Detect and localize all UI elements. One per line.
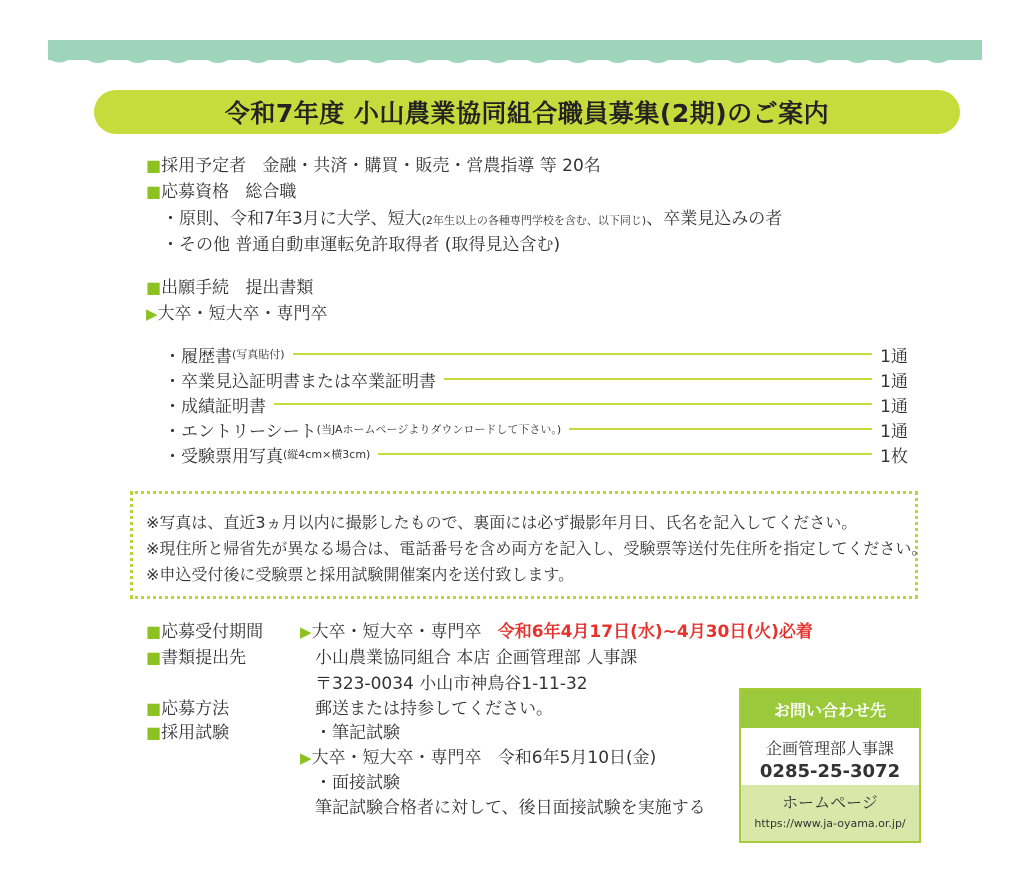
exam-written: ・筆記試験 xyxy=(315,723,400,743)
method-label: 応募方法 xyxy=(161,699,230,719)
deadline-dates: 令和6年4月17日(水)~4月30日(火)必着 xyxy=(497,622,813,642)
period-category: 大卒・短大卒・専門卒 xyxy=(311,622,482,642)
document-row xyxy=(164,443,908,465)
application-value: 提出書類 xyxy=(245,278,314,298)
qualification-value: 総合職 xyxy=(245,182,297,202)
green-square-icon: ■ xyxy=(146,699,162,718)
green-square-icon: ■ xyxy=(146,648,162,667)
document-quantity: 1通 xyxy=(880,396,908,417)
homepage-label: ホームページ xyxy=(782,793,878,812)
document-quantity: 1通 xyxy=(880,346,908,367)
qualification-small-note: (2年生以上の各種専門学校を含む、以下同じ) xyxy=(421,214,647,227)
document-quantity: 1通 xyxy=(880,421,908,442)
period-value-row xyxy=(300,621,813,643)
document-note: (縦4cm×横3cm) xyxy=(283,448,371,461)
note-line: ※写真は、直近3ヵ月以内に撮影したもので、裏面には必ず撮影年月日、氏名を記入してください。 xyxy=(146,513,858,532)
document-name: ・履歴書 xyxy=(164,346,232,367)
green-triangle-icon: ▶ xyxy=(146,305,158,323)
qualification-label: 応募資格 xyxy=(161,182,230,202)
document-row xyxy=(164,343,908,365)
green-square-icon: ■ xyxy=(146,156,162,175)
page-title: 令和7年度 小山農業協同組合職員募集(2期)のご案内 xyxy=(94,90,960,134)
document-name: ・受験票用写真 xyxy=(164,446,283,467)
exam-written-row xyxy=(300,747,656,769)
qualification-row xyxy=(146,181,296,203)
application-row xyxy=(146,277,313,299)
exam-interview: ・面接試験 xyxy=(315,773,400,793)
recruitment-row xyxy=(146,155,601,177)
leader-line xyxy=(569,428,872,430)
application-category: 大卒・短大卒・専門卒 xyxy=(157,304,328,324)
leader-line xyxy=(444,378,872,380)
qualification-text-b: 、卒業見込みの者 xyxy=(646,209,783,229)
period-label: 応募受付期間 xyxy=(161,622,264,642)
submission-org: 小山農業協同組合 本店 企画管理部 人事課 xyxy=(315,648,638,668)
document-row xyxy=(164,393,908,415)
document-quantity: 1枚 xyxy=(880,446,908,467)
period-label-row xyxy=(146,621,263,643)
contact-box xyxy=(739,688,921,843)
submission-label-row xyxy=(146,647,246,669)
green-square-icon: ■ xyxy=(146,182,162,201)
document-name: ・卒業見込証明書または卒業証明書 xyxy=(164,371,436,392)
note-line: ※現住所と帰省先が異なる場合は、電話番号を含め両方を記入し、受験票等送付先住所を指定してください。 xyxy=(146,539,928,558)
qualification-line-2: ・その他 普通自動車運転免許取得者 (取得見込含む) xyxy=(162,235,561,255)
green-triangle-icon: ▶ xyxy=(300,623,312,641)
contact-dept: 企画管理部人事課 xyxy=(765,739,894,758)
qualification-text-a: ・原則、令和7年3月に大学、短大 xyxy=(162,209,422,229)
wavy-edge-icon xyxy=(48,58,982,66)
contact-phone[interactable]: 0285-25-3072 xyxy=(759,761,901,782)
document-row xyxy=(164,368,908,390)
exam-label: 採用試験 xyxy=(161,723,230,743)
document-note: (写真貼付) xyxy=(232,348,285,361)
top-decorative-band xyxy=(48,40,982,60)
green-square-icon: ■ xyxy=(146,278,162,297)
homepage-url[interactable]: https://www.ja-oyama.or.jp/ xyxy=(754,817,906,830)
submission-address: 〒323-0034 小山市神鳥谷1-11-32 xyxy=(315,674,588,694)
exam-written-date: 令和6年5月10日(金) xyxy=(497,748,657,768)
document-name: ・エントリーシート xyxy=(164,421,317,442)
exam-category: 大卒・短大卒・専門卒 xyxy=(311,748,482,768)
leader-line xyxy=(378,453,872,455)
application-category-row xyxy=(146,303,328,325)
exam-label-row xyxy=(146,722,229,744)
document-name: ・成績証明書 xyxy=(164,396,266,417)
green-square-icon: ■ xyxy=(146,723,162,742)
green-triangle-icon: ▶ xyxy=(300,749,312,767)
homepage-panel xyxy=(741,785,919,841)
application-label: 出願手続 xyxy=(161,278,230,298)
method-label-row xyxy=(146,698,229,720)
note-line: ※申込受付後に受験票と採用試験開催案内を送付致します。 xyxy=(146,565,575,584)
leader-line xyxy=(293,353,873,355)
leader-line xyxy=(274,403,872,405)
method-value: 郵送または持参してください。 xyxy=(315,699,553,719)
recruitment-value: 金融・共済・購買・販売・営農指導 等 20名 xyxy=(262,156,601,176)
contact-header: お問い合わせ先 xyxy=(741,690,919,728)
submission-label: 書類提出先 xyxy=(161,648,247,668)
green-square-icon: ■ xyxy=(146,622,162,641)
exam-interview-note: 筆記試験合格者に対して、後日面接試験を実施する xyxy=(315,798,706,818)
recruitment-label: 採用予定者 xyxy=(161,156,247,176)
document-row xyxy=(164,418,908,440)
qualification-line-1 xyxy=(162,208,782,232)
document-note: (当JAホームページよりダウンロードして下さい。) xyxy=(316,423,562,436)
document-quantity: 1通 xyxy=(880,371,908,392)
